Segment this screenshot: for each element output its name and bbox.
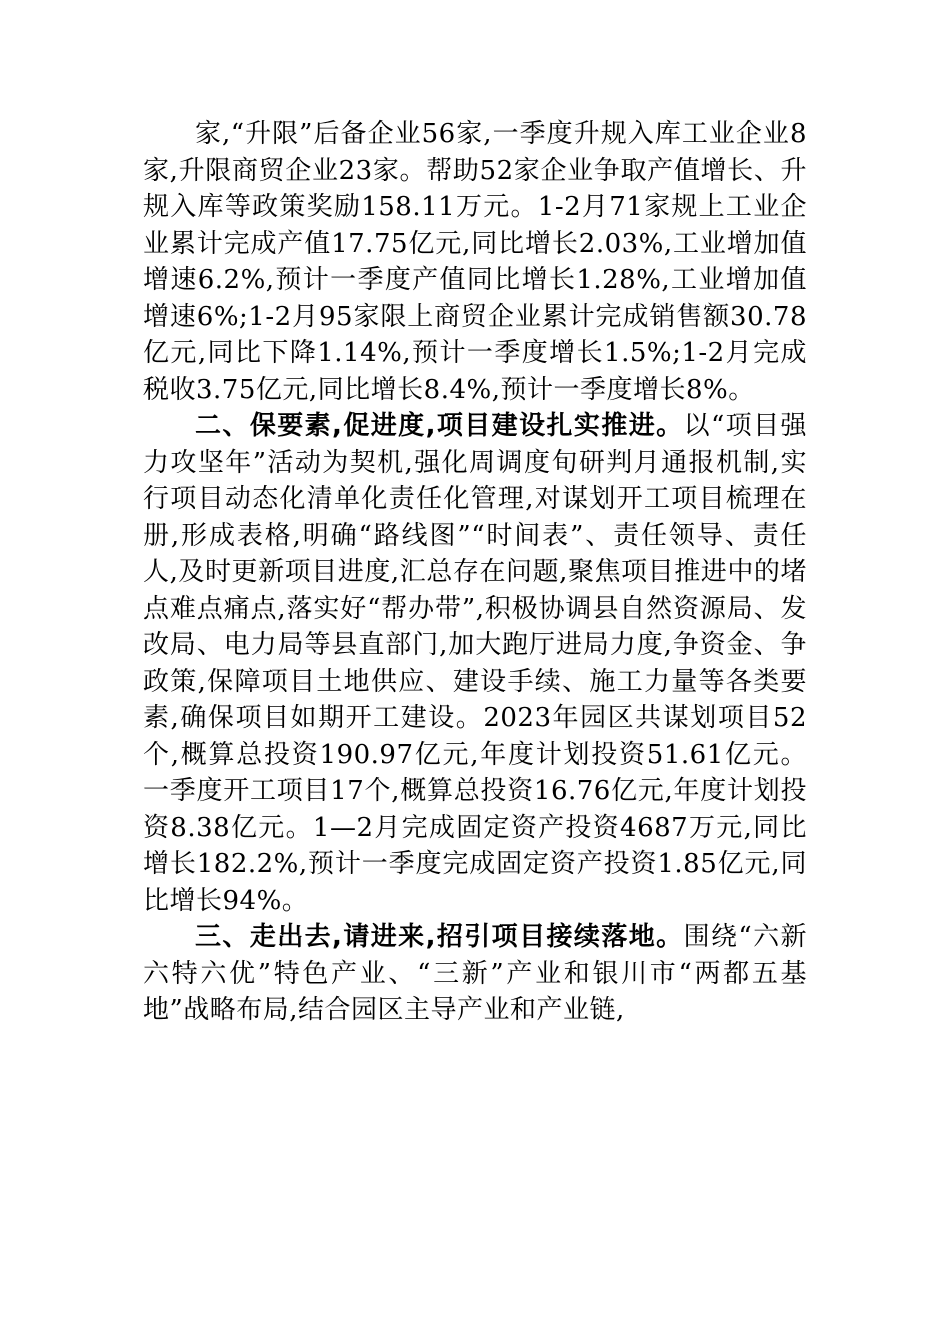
document-body <box>143 116 807 1029</box>
paragraph-3 <box>143 919 807 1029</box>
paragraph-1-text: 家,“升限”后备企业56家,一季度升规入库工业企业8家,升限商贸企业23家。帮助52家企业争取产值增长、升规入库等政策奖励158.11万元。1-2月71家规上工业企业累计完成产值17.75亿元,同比增长2.03%,工业增加值增速6.2%,预计一季度产值同比增长1.28%,工业增加值增速6%;1-2月95家限上商贸企业累计完成销售额30.78亿元,同比下降1.14%,预计一季度增长1.5%;1-2月完成税收3.75亿元,同比增长8.4%,预计一季度增长8%。 <box>143 119 807 405</box>
paragraph-2-text: 以“项目强力攻坚年”活动为契机,强化周调度旬研判月通报机制,实行项目动态化清单化责任化管理,对谋划开工项目梳理在册,形成表格,明确“路线图”“时间表”、责任领导、责任人,及时更新项目进度,汇总存在问题,聚焦项目推进中的堵点难点痛点,落实好“帮办带”,积极协调县自然资源局、发改局、电力局等县直部门,加大跑厅进局力度,争资金、争政策,保障项目土地供应、建设手续、施工力量等各类要素,确保项目如期开工建设。2023年园区共谋划项目52个,概算总投资190.97亿元,年度计划投资51.61亿元。一季度开工项目17个,概算总投资16.76亿元,年度计划投资8.38亿元。1—2月完成固定资产投资4687万元,同比增长182.2%,预计一季度完成固定资产投资1.85亿元,同比增长94%。 <box>143 411 807 916</box>
paragraph-3-heading: 三、走出去,请进来,招引项目接续落地。 <box>195 922 684 952</box>
paragraph-3-text: 围绕“六新六特六优”特色产业、“三新”产业和银川市“两都五基地”战略布局,结合园区主导产业和产业链, <box>143 922 807 1025</box>
paragraph-2-heading: 二、保要素,促进度,项目建设扎实推进。 <box>195 411 684 441</box>
paragraph-2 <box>143 408 807 919</box>
paragraph-1 <box>143 116 807 408</box>
